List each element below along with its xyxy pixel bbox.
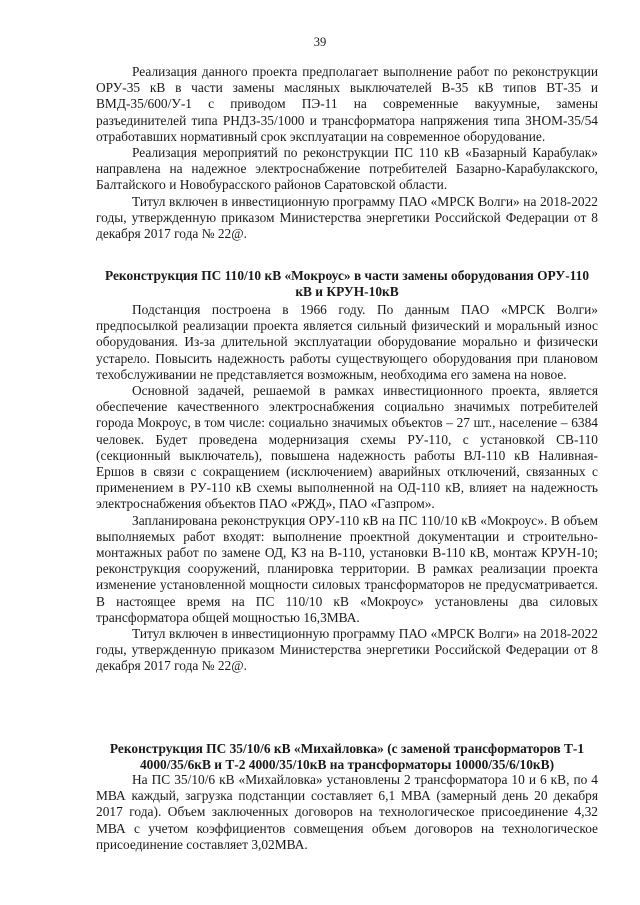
section-body-mikhaylovka — [96, 772, 598, 853]
paragraph: Подстанция построена в 1966 году. По данным ПАО «МРСК Волги» предпосылкой реализации проекта является сильный физический и моральный износ оборудования. Из-за длительной эксплуатации оборудование морально и физически устарело. Повысить надежность работы существующего оборудования при плановом техобслуживании не представляется возможным, необходима его замена на новое. — [96, 302, 598, 382]
paragraph: Реализация мероприятий по реконструкции ПС 110 кВ «Базарный Карабулак» направлена на надежное электроснабжение потребителей Базарно-Карабулакского, Балтайского и Новобурасского районов Саратовской области. — [96, 145, 598, 193]
intro-text — [96, 64, 598, 242]
section-body-mokrous — [96, 302, 598, 675]
paragraph: Основной задачей, решаемой в рамках инвестиционного проекта, является обеспечение качественного электроснабжения социально значимых потребителей города Мокроус, в том числе: социально значимых объектов – 27 шт., население – 6384 человек. Будет проведена модернизация схемы РУ-110, с установкой СВ-110 (секционный выключатель), повышена надежность работы ВЛ-110 кВ Наливная-Ершов в связи с сокращением (исключением) аварийных отключений, связанных с применением в РУ-110 кВ схемы выполненной на ОД-110 кВ, влияет на надежность электроснабжения объектов ПАО «РЖД», ПАО «Газпром». — [96, 383, 598, 512]
section-heading-mikhaylovka: Реконструкция ПС 35/10/6 кВ «Михайловка» (с заменой трансформаторов Т-1 4000/35/6кВ и Т-2 4000/35/10кВ на трансформаторы 10000/35/6/10кВ) — [109, 741, 585, 773]
paragraph: Титул включен в инвестиционную программу ПАО «МРСК Волги» на 2018-2022 годы, утвержденную приказом Министерства энергетики Российской Федерации от 8 декабря 2017 года № 22@. — [96, 193, 598, 242]
paragraph: Титул включен в инвестиционную программу ПАО «МРСК Волги» на 2018-2022 годы, утвержденную приказом Министерства энергетики Российской Федерации от 8 декабря 2017 года № 22@. — [96, 626, 598, 674]
page-number: 39 — [313, 35, 327, 49]
paragraph: Запланирована реконструкция ОРУ-110 кВ на ПС 110/10 кВ «Мокроус». В объем выполняемых работ входят: выполнение проектной документации и строительно-монтажных работ по замене ОД, КЗ на В-110, установки В-110 кВ, монтаж КРУН-10; реконструкция сооружений, планировка территории. В рамках реализации проекта изменение установленной мощности силовых трансформаторов не предусматривается. В настоящее время на ПС 110/10 кВ «Мокроус» установлены два силовых трансформатора общей мощностью 16,3МВА. — [96, 512, 598, 625]
paragraph: На ПС 35/10/6 кВ «Михайловка» установлены 2 трансформатора 10 и 6 кВ, по 4 МВА каждый, загрузка подстанции составляет 6,1 МВА (замерный день 20 декабря 2017 года). Объем заключенных договоров на технологическое присоединение 4,32 МВА с учетом коэффициентов совмещения объем договоров на технологическое присоединение составляет 3,02МВА. — [96, 772, 598, 852]
section-heading-mokrous: Реконструкция ПС 110/10 кВ «Мокроус» в части замены оборудования ОРУ-110 кВ и КРУН-10кВ — [104, 268, 590, 300]
paragraph: Реализация данного проекта предполагает выполнение работ по реконструкции ОРУ-35 кВ в части замены масляных выключателей В-35 кВ типов ВТ-35 и ВМД-35/600/У-1 с приводом ПЭ-11 на современные вакуумные, замены разъединителей типа РНДЗ-35/1000 и трансформатора напряжения типа ЗНОМ-35/54 отработавших нормативный срок эксплуатации на современное оборудование. — [96, 64, 598, 144]
